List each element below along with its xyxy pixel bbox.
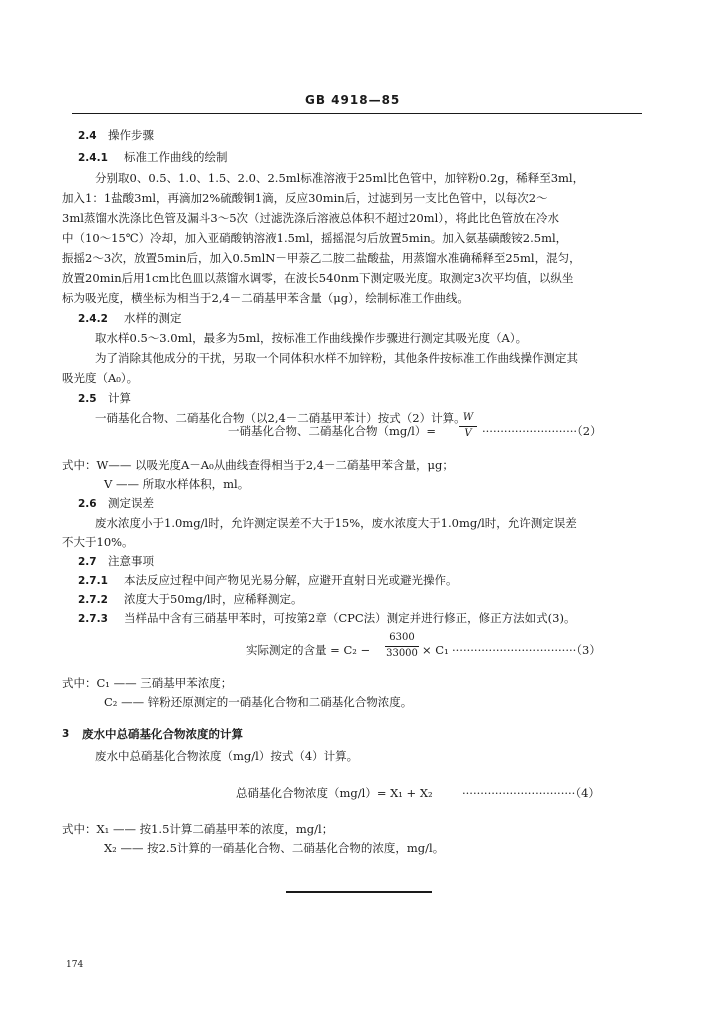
header-rule (72, 113, 642, 114)
equation-4-number: ·······························（4） (462, 786, 600, 800)
section-2-7-3-text: 当样品中含有三硝基甲苯时，可按第2章（CPC法）测定并进行修正，修正方法如式(3)。 (124, 611, 576, 625)
section-2-5-title: 计算 (108, 391, 131, 405)
where-line: X₂ —— 按2.5计算的一硝基化合物、二硝基化合物的浓度，mg/l。 (104, 841, 445, 855)
paragraph-line: 中（10～15℃）冷却，加入亚硝酸钠溶液1.5ml，摇摇混匀后放置5min。加入氨基磺酸铵2.5ml， (62, 231, 568, 245)
equation-3-numerator: 6300 (389, 632, 415, 643)
section-2-6-number: 2.6 (78, 498, 97, 510)
where-line: 式中：W—— 以吸光度A－A₀从曲线查得相当于2,4－二硝基甲苯含量，μg； (62, 458, 454, 472)
section-2-4-2-number: 2.4.2 (78, 313, 108, 325)
section-2-7-title: 注意事项 (108, 554, 154, 568)
paragraph-line: 不大于10%。 (62, 535, 134, 549)
equation-3-denominator: 33000 (386, 648, 418, 659)
where-line: V —— 所取水样体积，ml。 (104, 477, 250, 491)
paragraph-line: 放置20min后用1cm比色皿以蒸馏水调零，在波长540nm下测定吸光度。取测定3次平均值，以纵坐 (62, 271, 574, 285)
paragraph-line: 废水浓度小于1.0mg/l时，允许测定误差不大于15%，废水浓度大于1.0mg/l时，允许测定误差 (95, 516, 577, 530)
paragraph-line: 分别取0、0.5、1.0、1.5、2.0、2.5ml标准溶液于25ml比色管中，加锌粉0.2g，稀释至3ml， (95, 171, 585, 185)
section-2-7-3-number: 2.7.3 (78, 613, 108, 625)
section-2-4-number: 2.4 (78, 130, 97, 142)
paragraph-line: 吸光度（A₀）。 (62, 371, 139, 385)
end-rule (286, 891, 432, 893)
equation-3-number: ··································（3） (452, 643, 601, 657)
paragraph-line: 取水样0.5～3.0ml，最多为5ml，按标准工作曲线操作步骤进行测定其吸光度（A）。 (95, 331, 528, 345)
section-2-6-title: 测定误差 (108, 496, 154, 510)
section-2-4-title: 操作步骤 (108, 128, 154, 142)
equation-2-lhs: 一硝基化合物、二硝基化合物（mg/l）= (228, 424, 436, 438)
equation-2-fraction-bar (459, 426, 477, 427)
section-2-7-1-number: 2.7.1 (78, 575, 108, 587)
section-2-7-1-text: 本法反应过程中间产物见光易分解，应避开直射日光或避光操作。 (124, 573, 458, 587)
equation-3-rhs: × C₁ (422, 643, 449, 657)
paragraph-line: 加入1：1盐酸3ml，再滴加2%硫酸铜1滴，反应30min后，过滤到另一支比色管中，以每次2～ (62, 191, 548, 205)
where-line: C₂ —— 锌粉还原测定的一硝基化合物和二硝基化合物浓度。 (104, 695, 413, 709)
paragraph-line: 振摇2～3次，放置5min后，加入0.5mlN－甲萘乙二胺二盐酸盐，用蒸馏水准确稀释至25ml，混匀， (62, 251, 581, 265)
section-2-4-2-title: 水样的测定 (124, 311, 182, 325)
equation-2-number: ··························（2） (482, 424, 602, 438)
equation-3-lhs: 实际测定的含量 = C₂ − (246, 643, 371, 657)
section-2-7-number: 2.7 (78, 556, 97, 568)
equation-3-fraction-bar (385, 646, 419, 647)
paragraph-line: 3ml蒸馏水洗涤比色管及漏斗3～5次（过滤洗涤后溶液总体积不超过20ml），将此比色管放在冷水 (62, 211, 559, 225)
equation-2-numerator: W (462, 412, 474, 423)
page-number: 174 (66, 960, 84, 970)
paragraph-line: 一硝基化合物、二硝基化合物（以2,4－二硝基甲苯计）按式（2）计算。 (95, 411, 466, 425)
paragraph-line: 废水中总硝基化合物浓度（mg/l）按式（4）计算。 (95, 749, 359, 763)
paragraph-line: 标为吸光度，横坐标为相当于2,4－二硝基甲苯含量（μg），绘制标准工作曲线。 (62, 291, 469, 305)
equation-2-denominator: V (464, 428, 472, 439)
section-2-4-1-title: 标准工作曲线的绘制 (124, 150, 228, 164)
equation-4: 总硝基化合物浓度（mg/l）= X₁ + X₂ (236, 786, 433, 800)
section-3-number: 3 (62, 728, 70, 740)
section-3-title: 废水中总硝基化合物浓度的计算 (82, 727, 243, 741)
paragraph-line: 为了消除其他成分的干扰，另取一个同体积水样不加锌粉，其他条件按标准工作曲线操作测定其 (95, 351, 578, 365)
section-2-5-number: 2.5 (78, 393, 97, 405)
where-line: 式中：C₁ —— 三硝基甲苯浓度； (62, 676, 233, 690)
section-2-7-2-number: 2.7.2 (78, 594, 108, 606)
section-2-4-1-number: 2.4.1 (78, 152, 108, 164)
section-2-7-2-text: 浓度大于50mg/l时，应稀释测定。 (124, 592, 303, 606)
where-line: 式中：X₁ —— 按1.5计算二硝基甲苯的浓度，mg/l； (62, 822, 334, 836)
standard-code: GB 4918—85 (305, 93, 401, 107)
